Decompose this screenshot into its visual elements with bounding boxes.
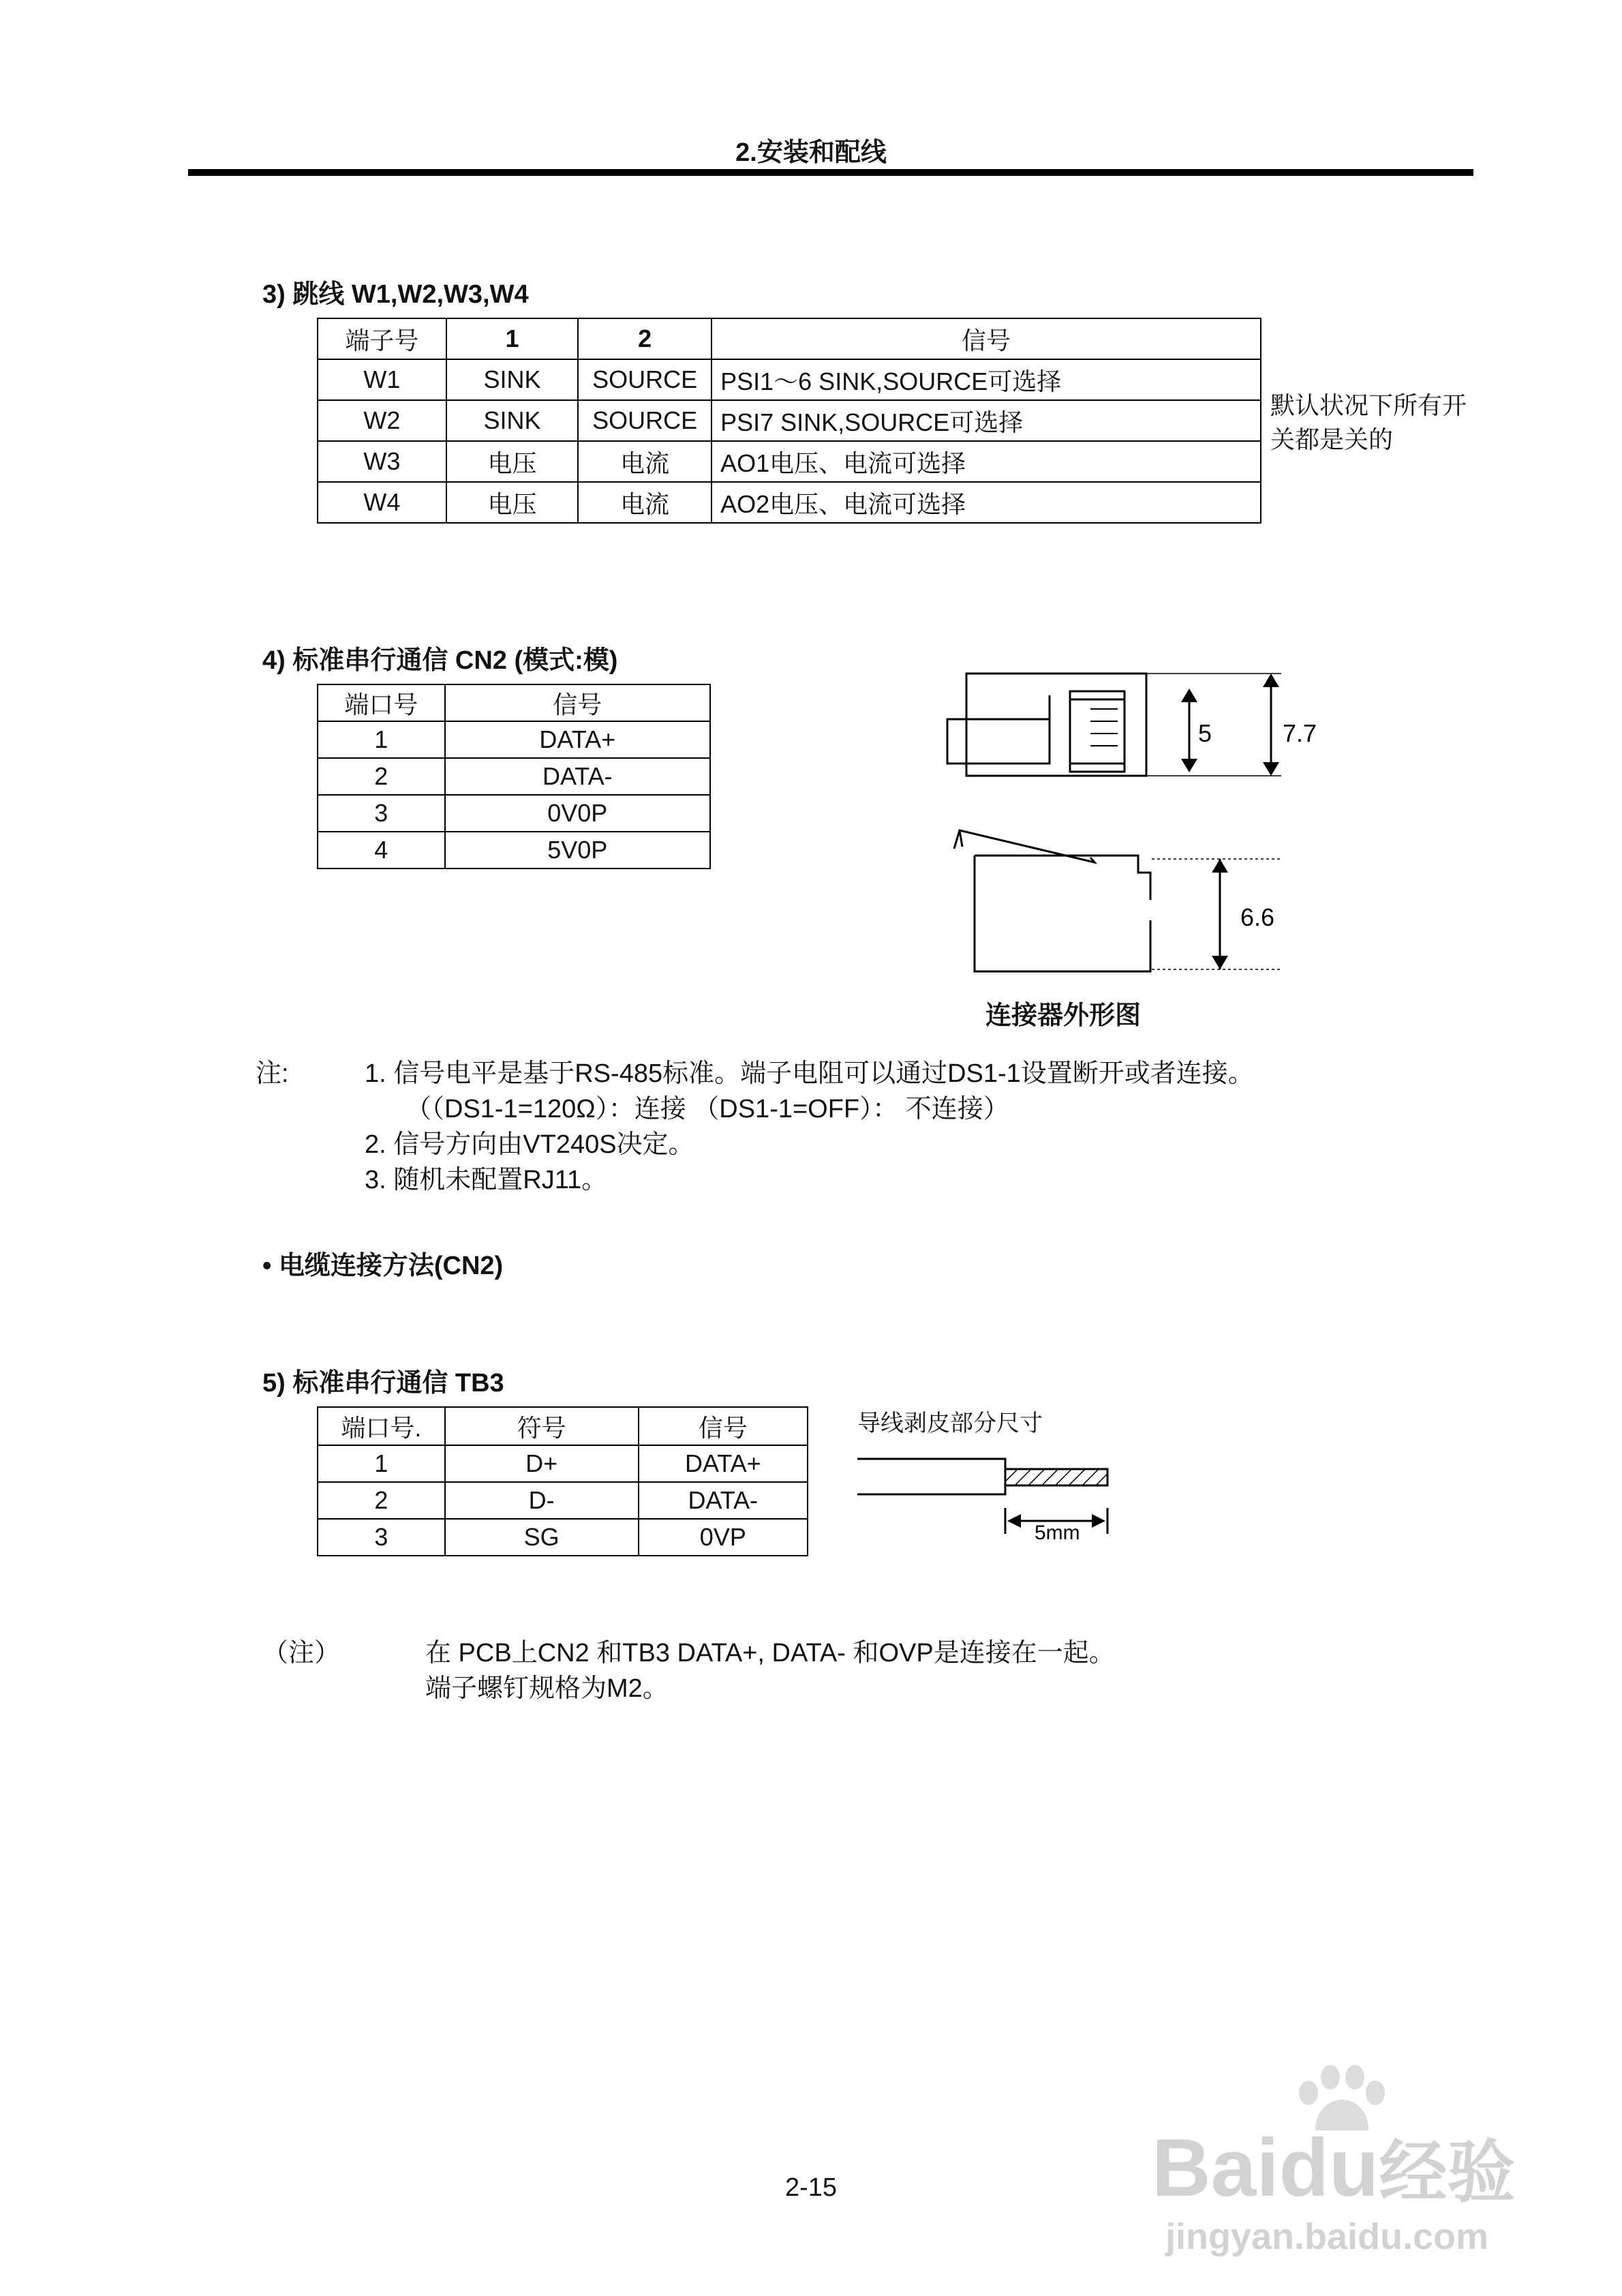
dim-inner-label: 5 <box>1198 719 1212 747</box>
watermark-brand-end: du <box>1279 2122 1379 2214</box>
baidu-watermark <box>1152 2062 1533 2260</box>
default-state-note: 默认状况下所有开关都是关的 <box>1270 391 1467 453</box>
table-cell: 2 <box>318 1482 445 1519</box>
table-cell: SOURCE <box>578 359 711 400</box>
table-header-row <box>318 684 710 721</box>
table-cell: D- <box>445 1482 639 1519</box>
tb3-port-table <box>317 1406 808 1556</box>
header-cell: 符号 <box>445 1407 639 1445</box>
watermark-brand <box>1152 2124 1515 2217</box>
header-cell: 信号 <box>711 318 1261 359</box>
footnote-line-2: 端子螺钉规格为M2。 <box>425 1674 669 1703</box>
connector-front-body <box>966 674 1146 776</box>
table-cell: 5V0P <box>445 832 710 868</box>
table-row <box>318 795 710 832</box>
table-cell: 2 <box>318 758 445 795</box>
strip-length-label: 导线剥皮部分尺寸 <box>857 1410 1043 1436</box>
note-2: 2. 信号方向由VT240S决定。 <box>365 1130 694 1159</box>
footnote-line-1: 在 PCB上CN2 和TB3 DATA+, DATA- 和OVP是连接在一起。 <box>425 1639 1115 1667</box>
table-cell: DATA+ <box>639 1445 808 1482</box>
table-cell: 0VP <box>639 1519 808 1556</box>
table-cell: 0V0P <box>445 795 710 832</box>
table-cell: SG <box>445 1519 639 1556</box>
header-cell: 端子号 <box>318 318 446 359</box>
table-row <box>318 441 1261 482</box>
connector-diagram <box>927 654 1317 975</box>
note-1-detail: （（DS1-1=120Ω）：连接 （DS1-1=OFF）： 不连接） <box>406 1095 1009 1123</box>
table-row <box>318 758 710 795</box>
table-cell: D+ <box>445 1445 639 1482</box>
table-row <box>318 1482 808 1519</box>
table-cell: W1 <box>318 359 446 400</box>
table-cell: 电压 <box>446 482 579 523</box>
section-3-title: 3) 跳线 W1,W2,W3,W4 <box>262 280 529 309</box>
wire-strip-diagram <box>852 1445 1124 1547</box>
header-rule <box>188 169 1473 176</box>
table-header-row <box>318 318 1261 359</box>
wire-stripped-core <box>1005 1469 1107 1485</box>
table-cell: SINK <box>446 359 579 400</box>
table-cell: 1 <box>318 1445 445 1482</box>
table-cell: SOURCE <box>578 400 711 441</box>
table-cell: 电流 <box>578 482 711 523</box>
header-cell: 端口号 <box>318 684 445 721</box>
table-cell: 电压 <box>446 441 579 482</box>
section-5-title: 5) 标准串行通信 TB3 <box>262 1369 504 1398</box>
jumper-table <box>317 318 1261 524</box>
table-cell: AO2电压、电流可选择 <box>711 482 1261 523</box>
table-cell: PSI7 SINK,SOURCE可选择 <box>711 400 1261 441</box>
table-cell: PSI1～6 SINK,SOURCE可选择 <box>711 359 1261 400</box>
connector-side-body <box>975 856 1150 971</box>
note-3: 3. 随机未配置RJ11。 <box>365 1166 608 1194</box>
table-cell: 电流 <box>578 441 711 482</box>
connector-latch <box>947 719 1050 764</box>
table-cell: W4 <box>318 482 446 523</box>
header-title: 2.安装和配线 <box>735 138 887 167</box>
strip-dim-label: 5mm <box>1035 1522 1080 1544</box>
table-header-row <box>318 1407 808 1445</box>
table-cell: AO1电压、电流可选择 <box>711 441 1261 482</box>
watermark-cn: 经验 <box>1379 2134 1516 2211</box>
table-row <box>318 721 710 758</box>
header-cell: 1 <box>446 318 579 359</box>
dim-side-label: 6.6 <box>1240 903 1275 931</box>
dim-outer-label: 7.7 <box>1283 719 1317 747</box>
table-cell: 1 <box>318 721 445 758</box>
notes-label: 注: <box>256 1059 289 1088</box>
page-number: 2-15 <box>784 2173 838 2202</box>
note-1: 1. 信号电平是基于RS-485标准。端子电阻可以通过DS1-1设置断开或者连接。 <box>365 1059 1254 1088</box>
table-cell: W3 <box>318 441 446 482</box>
table-row <box>318 359 1261 400</box>
table-cell: SINK <box>446 400 579 441</box>
table-cell: W2 <box>318 400 446 441</box>
table-cell: DATA+ <box>445 721 710 758</box>
watermark-url: jingyan.baidu.com <box>1165 2216 1489 2257</box>
table-cell: 3 <box>318 795 445 832</box>
table-cell: 4 <box>318 832 445 868</box>
table-row <box>318 832 710 868</box>
footnote-label: （注） <box>262 1639 341 1667</box>
cable-connection-title: • 电缆连接方法(CN2) <box>262 1252 504 1280</box>
table-row <box>318 400 1261 441</box>
table-row <box>318 1445 808 1482</box>
table-row <box>318 482 1261 523</box>
header-cell: 端口号. <box>318 1407 445 1445</box>
header-cell: 信号 <box>445 684 710 721</box>
wire-insulation <box>857 1459 1005 1494</box>
connector-caption: 连接器外形图 <box>985 1001 1141 1030</box>
table-cell: DATA- <box>445 758 710 795</box>
cn2-port-table <box>317 684 711 869</box>
watermark-brand-start: Bai <box>1152 2122 1279 2214</box>
header-cell: 信号 <box>639 1407 808 1445</box>
section-4-title: 4) 标准串行通信 CN2 (模式:模) <box>262 646 618 675</box>
table-cell: 3 <box>318 1519 445 1556</box>
table-row <box>318 1519 808 1556</box>
header-cell: 2 <box>578 318 711 359</box>
table-cell: DATA- <box>639 1482 808 1519</box>
